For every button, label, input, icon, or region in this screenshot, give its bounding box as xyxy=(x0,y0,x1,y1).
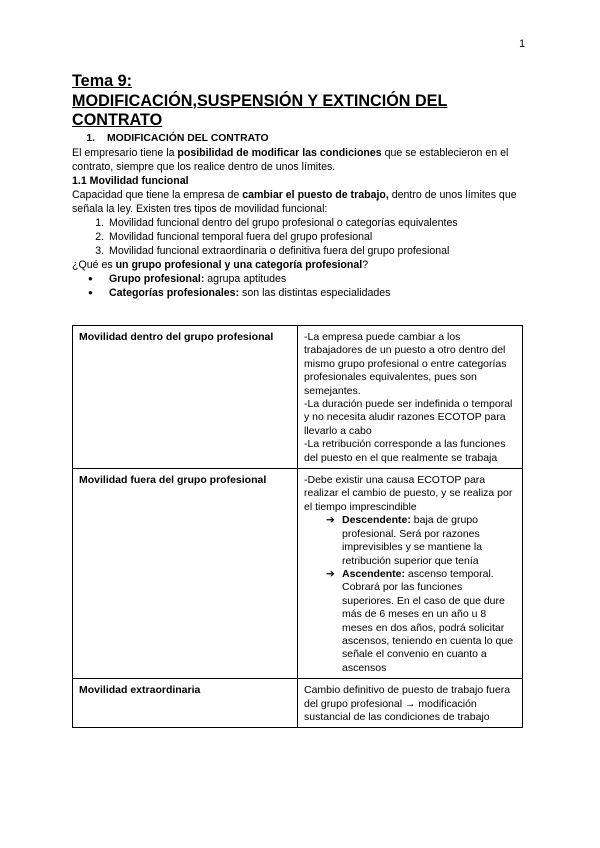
subsection-title: 1.1 Movilidad funcional xyxy=(72,174,189,187)
section-heading xyxy=(72,132,522,146)
list-item xyxy=(107,286,522,300)
row-label: Movilidad extraordinaria xyxy=(73,679,298,728)
row-content xyxy=(298,469,523,679)
mobility-table xyxy=(72,325,523,728)
arrow-icon: ➔ xyxy=(326,514,335,527)
section-number: 1. xyxy=(86,132,95,144)
row-label: Movilidad fuera del grupo profesional xyxy=(73,469,298,679)
list-item xyxy=(326,567,516,675)
list-item xyxy=(326,514,516,568)
definitions-list xyxy=(72,272,522,300)
row-line: -La duración puede ser indefinida o temporal y no necesita aludir razones ECOTOP para llevarlo a cabo xyxy=(304,398,513,437)
definition-text: son las distintas especialidades xyxy=(239,286,391,299)
movement-direction-list xyxy=(304,514,516,675)
page-number: 1 xyxy=(519,38,525,50)
page-title xyxy=(72,72,522,131)
mobility-types-list xyxy=(72,216,522,258)
definition-term: Categorías profesionales: xyxy=(109,286,240,299)
row-line: -La retribución corresponde a las funciones del puesto en el que realmente se trabaja xyxy=(304,438,506,464)
subsection-emphasis: cambiar el puesto de trabajo, xyxy=(242,188,389,201)
table-row xyxy=(73,469,523,679)
row-line: -La empresa puede cambiar a los trabajadores de un puesto a otro dentro del mismo grupo profesional o entre categorías profesionales equivalentes, pues son semejantes. xyxy=(304,331,507,397)
subsection-text: Capacidad que tiene la empresa de cambiar el puesto de trabajo, dentro de unos límites que señala la ley. Existen tres tipos de movilidad funcional: xyxy=(72,188,517,215)
list-item: 3. Movilidad funcional extraordinaria o definitiva fuera del grupo profesional xyxy=(107,244,522,258)
definition-term: Grupo profesional: xyxy=(109,272,205,285)
question-line: ¿Qué es un grupo profesional y una categoría profesional? xyxy=(72,258,369,271)
item-term: Ascendente: xyxy=(342,567,406,580)
question-emphasis: un grupo profesional y una categoría profesional xyxy=(115,258,363,271)
list-item: 1. Movilidad funcional dentro del grupo profesional o categorías equivalentes xyxy=(107,216,522,230)
list-item: 2. Movilidad funcional temporal fuera del grupo profesional xyxy=(107,230,522,244)
row-content: Cambio definitivo de puesto de trabajo fuera del grupo profesional → modificación sustancial de las condiciones de trabajo xyxy=(298,679,523,728)
row-label: Movilidad dentro del grupo profesional xyxy=(73,326,298,469)
table-row xyxy=(73,326,523,469)
item-term: Descendente: xyxy=(342,514,411,527)
item-text: baja de grupo profesional. Será por razones imprevisibles y se mantiene la retribución superior que tenía xyxy=(342,514,483,567)
row-content xyxy=(298,326,523,469)
section-intro: El empresario tiene la posibilidad de modificar las condiciones que se establecieron en el contrato, siempre que los realice dentro de unos límites. xyxy=(72,146,509,173)
list-item xyxy=(107,272,522,286)
section-title: MODIFICACIÓN DEL CONTRATO xyxy=(107,132,269,144)
arrow-icon: ➔ xyxy=(326,567,335,580)
item-text: ascenso temporal. Cobrará por las funciones superiores. En el caso de que dure más de 6 meses en un año u 8 meses en dos años, podrá solicitar ascensos, teniendo en cuenta lo que señale el convenio en cuanto a ascensos xyxy=(342,567,514,674)
document-body xyxy=(72,72,522,300)
row-line: -Debe existir una causa ECOTOP para realizar el cambio de puesto, y se realiza por el tiempo imprescindible xyxy=(304,474,513,513)
intro-emphasis: posibilidad de modificar las condiciones xyxy=(177,146,382,159)
table-row xyxy=(73,679,523,728)
title-line-1: Tema 9: xyxy=(72,72,132,90)
definition-text: agrupa aptitudes xyxy=(204,272,287,285)
title-line-2: MODIFICACIÓN,SUSPENSIÓN Y EXTINCIÓN DEL CONTRATO xyxy=(72,91,448,129)
